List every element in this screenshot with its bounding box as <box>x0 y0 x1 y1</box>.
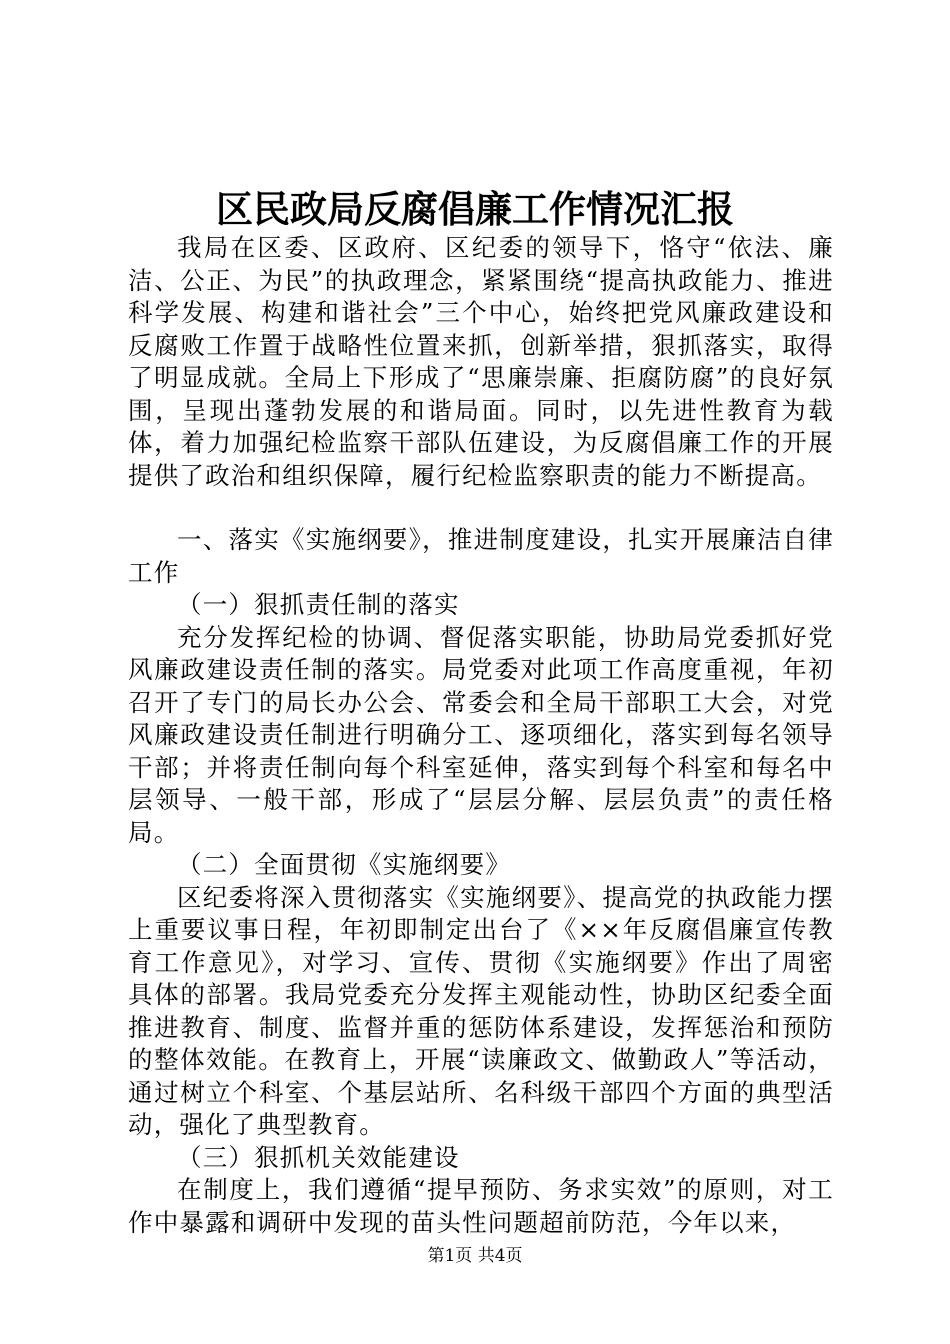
subsection-paragraph: 区纪委将深入贯彻落实《实施纲要》、提高党的执政能力摆上重要议事日程，年初即制定出台了《××年反腐倡廉宣传教育工作意见》，对学习、宣传、贯彻《实施纲要》作出了周密具体的部署。我局党委充分发挥主观能动性，协助区纪委全面推进教育、制度、监督并重的惩防体系建设，发挥惩治和预防的整体效能。在教育上，开展“读廉政文、做勤政人”等活动，通过树立个科室、个基层站所、名科级干部四个方面的典型活动，强化了典型教育。 <box>128 882 834 1139</box>
document-body <box>128 232 834 1239</box>
subsection-paragraph: 充分发挥纪检的协调、督促落实职能，协助局党委抓好党风廉政建设责任制的落实。局党委对此项工作高度重视，年初召开了专门的局长办公会、常委会和全局干部职工大会，对党风廉政建设责任制进行明确分工、逐项细化，落实到每名领导干部；并将责任制向每个科室延伸，落实到每个科室和每名中层领导、一般干部，形成了“层层分解、层层负责”的责任格局。 <box>128 622 834 847</box>
subsection-heading: （一）狠抓责任制的落实 <box>177 590 460 619</box>
section-heading: 一、落实《实施纲要》，推进制度建设，扎实开展廉洁自律工作 <box>128 525 834 587</box>
page-footer: 第1页 共4页 <box>427 1246 523 1266</box>
paragraph-spacer <box>128 492 834 524</box>
subsection-heading: （二）全面贯彻《实施纲要》 <box>177 850 512 879</box>
document-title: 区民政局反腐倡廉工作情况汇报 <box>216 187 734 231</box>
subsection-paragraph: 在制度上，我们遵循“提早预防、务求实效”的原则，对工作中暴露和调研中发现的苗头性问题超前防范，今年以来， <box>128 1175 834 1237</box>
subsection-heading: （三）狠抓机关效能建设 <box>177 1142 460 1172</box>
intro-paragraph: 我局在区委、区政府、区纪委的领导下，恪守“依法、廉洁、公正、为民”的执政理念，紧紧围绕“提高执政能力、推进科学发展、构建和谐社会”三个中心，始终把党风廉政建设和反腐败工作置于战略性位置来抓，创新举措，狠抓落实，取得了明显成就。全局上下形成了“思廉崇廉、拒腐防腐”的良好氛围，呈现出蓬勃发展的和谐局面。同时，以先进性教育为载体，着力加强纪检监察干部队伍建设，为反腐倡廉工作的开展提供了政治和组织保障，履行纪检监察职责的能力不断提高。 <box>128 233 834 490</box>
